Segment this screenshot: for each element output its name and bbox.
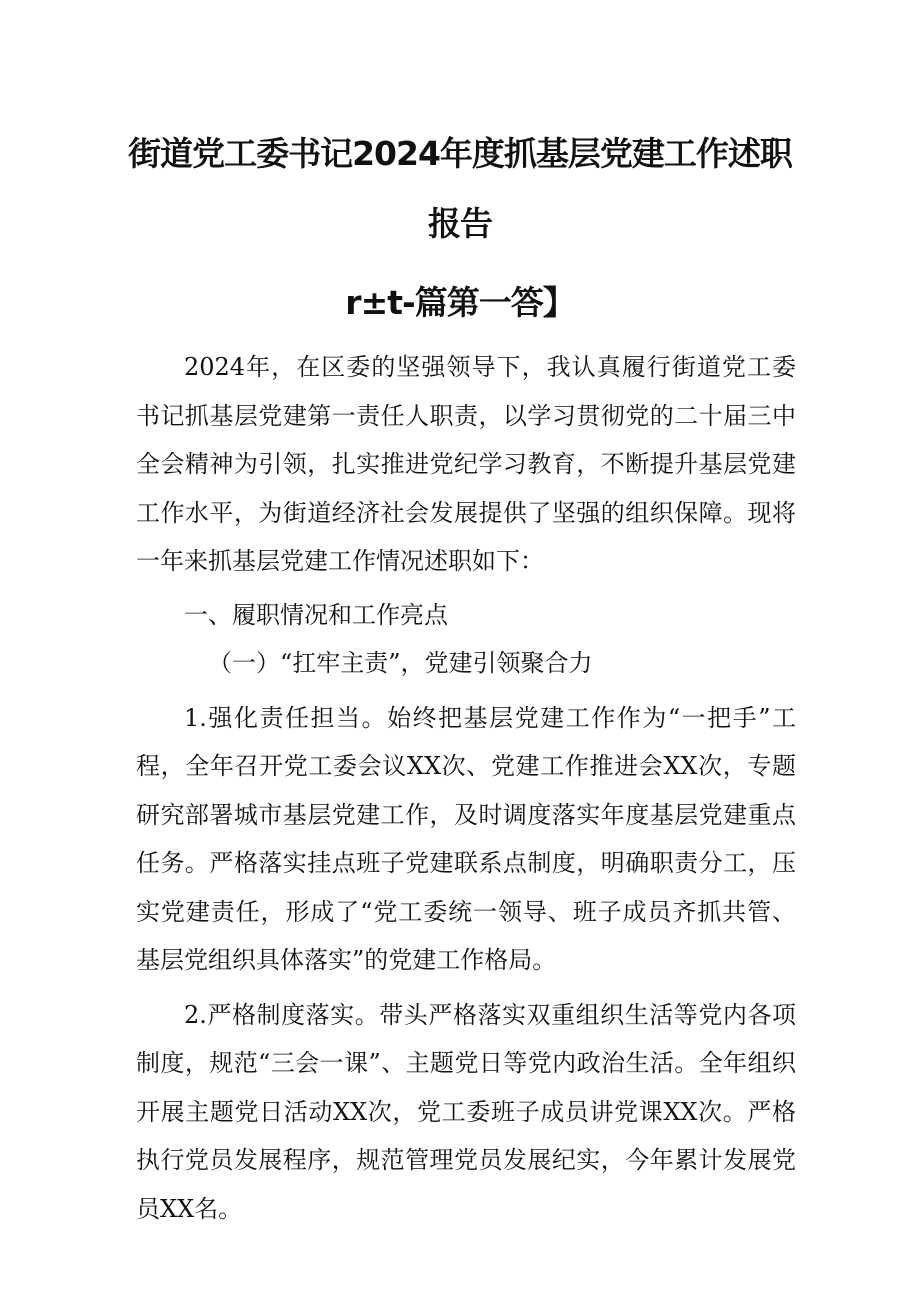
body-paragraph-item1: 1.强化责任担当。始终把基层党建工作作为“一把手”工程，全年召开党工委会议XX次、党建工作推进会XX次，专题研究部署城市基层党建工作，及时调度落实年度基层党建重点任务。严格落实挂点班子党建联系点制度，明确职责分工，压实党建责任，形成了“党工委统一领导、班子成员齐抓共管、基层党组织具体落实”的党建工作格局。 — [136, 703, 796, 974]
document-title-line2: 报告 — [428, 204, 492, 243]
section-heading: 一、履职情况和工作亮点 — [184, 600, 448, 629]
document-body — [136, 343, 796, 1233]
subsection-heading: （一）“扛牢主责”，党建引领聚合力 — [208, 649, 593, 677]
document-subtitle: r±t-篇第一答】 — [345, 283, 575, 322]
body-paragraph-item2: 2.严格制度落实。带头严格落实双重组织生活等党内各项制度，规范“三会一课”、主题党日等党内政治生活。全年组织开展主题党日活动XX次，党工委班子成员讲党课XX次。严格执行党员发展程序，规范管理党员发展纪实，今年累计发展党员XX名。 — [136, 1000, 796, 1223]
intro-paragraph: 2024年，在区委的坚强领导下，我认真履行街道党工委书记抓基层党建第一责任人职责，以学习贯彻党的二十届三中全会精神为引领，扎实推进党纪学习教育，不断提升基层党建工作水平，为街道经济社会发展提供了坚强的组织保障。现将一年来抓基层党建工作情况述职如下： — [136, 353, 796, 575]
document-title-line1: 街道党工委书记2024年度抓基层党建工作述职 — [128, 134, 792, 173]
